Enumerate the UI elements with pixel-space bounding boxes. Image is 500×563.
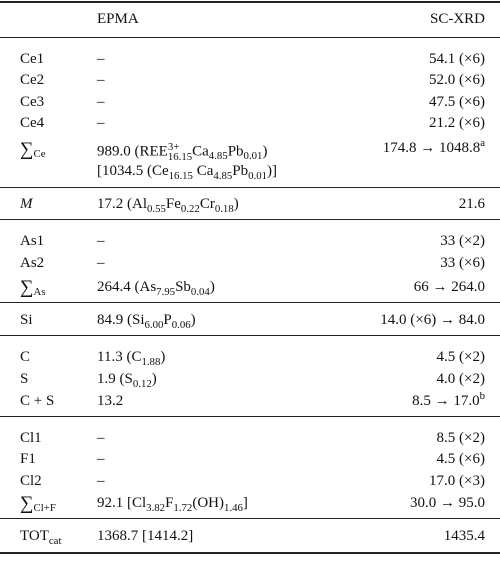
s-count: 0.12 (132, 377, 152, 390)
row-xrd-sum-clf: 30.0 → 95.0 (410, 495, 485, 511)
si-count: 6.00 (144, 318, 164, 331)
rule-after-m (0, 219, 500, 220)
epma-text: 264.4 (As (97, 279, 157, 295)
row-xrd-c: 4.5 (×2) (436, 349, 485, 365)
row-epma-m (97, 196, 239, 215)
epma-text: Pb (232, 163, 249, 179)
row-epma-sum-ce-line2 (97, 163, 278, 182)
row-label-ce3: Ce3 (20, 94, 45, 110)
epma-text: 84.9 (Si (97, 312, 145, 328)
pb-count: 0.01 (248, 169, 268, 182)
ce-count: 16.15 (168, 169, 193, 182)
epma-text: Cr (199, 196, 215, 212)
oh-count: 1.46 (223, 501, 243, 514)
sum-subscript: Ce (33, 147, 46, 160)
row-label-c: C (20, 349, 31, 365)
row-xrd-ce2: 52.0 (×6) (429, 72, 485, 88)
row-xrd-sum-ce (382, 137, 485, 156)
row-xrd-f1: 4.5 (×6) (436, 451, 485, 467)
row-xrd-s: 4.0 (×2) (436, 371, 485, 387)
header-epma: EPMA (97, 11, 139, 27)
row-epma-sum-ce (97, 142, 267, 163)
row-label-ce2: Ce2 (20, 72, 45, 88)
epma-text: 1.9 (S (97, 371, 133, 387)
row-label-s: S (20, 371, 29, 387)
row-label-f1: F1 (20, 451, 36, 467)
epma-text: ) (233, 196, 239, 212)
footnote-a: a (480, 137, 485, 150)
m-label: M (20, 196, 33, 212)
row-xrd-sum-as: 66 → 264.0 (413, 279, 485, 295)
epma-text: Ca (192, 143, 209, 160)
epma-text: Fe (165, 196, 181, 212)
row-xrd-cl2: 17.0 (×3) (429, 473, 485, 489)
ca-count: 4.85 (208, 150, 228, 163)
xrd-text: 8.5 → 17.0 (412, 393, 480, 409)
fe-count: 0.22 (180, 202, 200, 215)
epma-text: 989.0 (REE (97, 143, 168, 160)
epma-text: P (163, 312, 172, 328)
xrd-text: 174.8 → 1048.8 (382, 140, 481, 156)
pb-count: 0.01 (243, 150, 263, 163)
row-epma-ce4: – (97, 115, 105, 131)
rule-after-clf (0, 518, 500, 519)
row-label-m (20, 197, 33, 212)
ca-count: 4.85 (213, 169, 233, 182)
sum-symbol: ∑ (20, 493, 34, 514)
row-epma-as1: – (97, 233, 105, 249)
al-count: 0.55 (147, 202, 166, 215)
tot-subscript: cat (48, 534, 62, 547)
row-epma-sum-as (97, 279, 215, 298)
row-epma-ce2: – (97, 72, 105, 88)
epma-text: ) (190, 312, 196, 328)
row-label-ce4: Ce4 (20, 115, 45, 131)
epma-text: 17.2 (Al (97, 196, 147, 212)
row-label-cl2: Cl2 (20, 473, 42, 489)
epma-text: (OH) (192, 495, 224, 511)
epma-text: ) (151, 371, 157, 387)
cl-count: 3.82 (146, 501, 166, 514)
as-count: 7.95 (156, 285, 176, 298)
row-epma-cl1: – (97, 430, 105, 446)
row-epma-ce1: – (97, 51, 105, 67)
footnote-b: b (479, 390, 485, 403)
row-epma-sum-clf (97, 495, 248, 514)
epma-text: Sb (175, 279, 191, 295)
top-rule (0, 1, 500, 3)
f-count: 1.72 (173, 501, 193, 514)
bottom-rule (0, 552, 500, 554)
ree-charge: 3+ (167, 141, 180, 153)
row-xrd-ce1: 54.1 (×6) (429, 51, 485, 67)
row-xrd-tot: 1435.4 (443, 528, 485, 544)
tot-label: TOT (20, 528, 49, 544)
row-xrd-ce3: 47.5 (×6) (429, 94, 485, 110)
ree-superscript-subscript (168, 142, 192, 163)
row-epma-cl2: – (97, 473, 105, 489)
epma-text: )] (267, 163, 278, 179)
cr-count: 0.18 (214, 202, 234, 215)
c-count: 1.88 (141, 355, 161, 368)
row-xrd-cs (412, 390, 485, 409)
row-label-cl1: Cl1 (20, 430, 42, 446)
p-count: 0.06 (171, 318, 191, 331)
row-epma-c (97, 349, 166, 368)
row-epma-s (97, 371, 157, 390)
row-xrd-si: 14.0 (×6) → 84.0 (380, 312, 485, 328)
epma-text: [1034.5 (Ce (97, 163, 169, 179)
epma-text: Ca (192, 163, 214, 179)
row-epma-f1: – (97, 451, 105, 467)
header-rule (0, 37, 500, 38)
sb-count: 0.04 (190, 285, 210, 298)
rule-after-si (0, 335, 500, 336)
sum-subscript: As (33, 285, 46, 298)
epma-text: F (165, 495, 174, 511)
sum-subscript: Cl+F (33, 501, 56, 514)
row-xrd-m: 21.6 (458, 196, 485, 212)
epma-text: ) (209, 279, 215, 295)
row-label-sum-ce (20, 140, 46, 159)
row-label-sum-as (20, 278, 46, 297)
row-epma-as2: – (97, 255, 105, 271)
row-xrd-cl1: 8.5 (×2) (436, 430, 485, 446)
sum-symbol: ∑ (20, 139, 34, 160)
epma-text: ) (262, 143, 268, 160)
ree-count: 16.15 (167, 151, 193, 164)
row-epma-tot: 1368.7 [1414.2] (97, 528, 194, 544)
row-label-as1: As1 (20, 233, 45, 249)
row-label-ce1: Ce1 (20, 51, 45, 67)
row-label-si: Si (20, 312, 33, 328)
epma-text: 92.1 [Cl (97, 495, 147, 511)
rule-after-as (0, 302, 500, 303)
row-xrd-as1: 33 (×2) (440, 233, 485, 249)
row-epma-si (97, 312, 196, 331)
epma-text: ] (242, 495, 248, 511)
epma-text: 11.3 (C (97, 349, 142, 365)
row-xrd-ce4: 21.2 (×6) (429, 115, 485, 131)
sum-symbol: ∑ (20, 277, 34, 298)
row-label-sum-clf (20, 494, 56, 513)
rule-after-cs (0, 416, 500, 417)
epma-text: ) (160, 349, 166, 365)
row-label-tot (20, 528, 62, 547)
epma-text: Pb (227, 143, 244, 160)
row-xrd-as2: 33 (×6) (440, 255, 485, 271)
row-epma-ce3: – (97, 94, 105, 110)
row-epma-cs: 13.2 (97, 393, 124, 409)
header-scxrd: SC-XRD (429, 11, 485, 27)
row-label-cs: C + S (20, 393, 55, 409)
row-label-as2: As2 (20, 255, 45, 271)
rule-after-ce (0, 187, 500, 188)
